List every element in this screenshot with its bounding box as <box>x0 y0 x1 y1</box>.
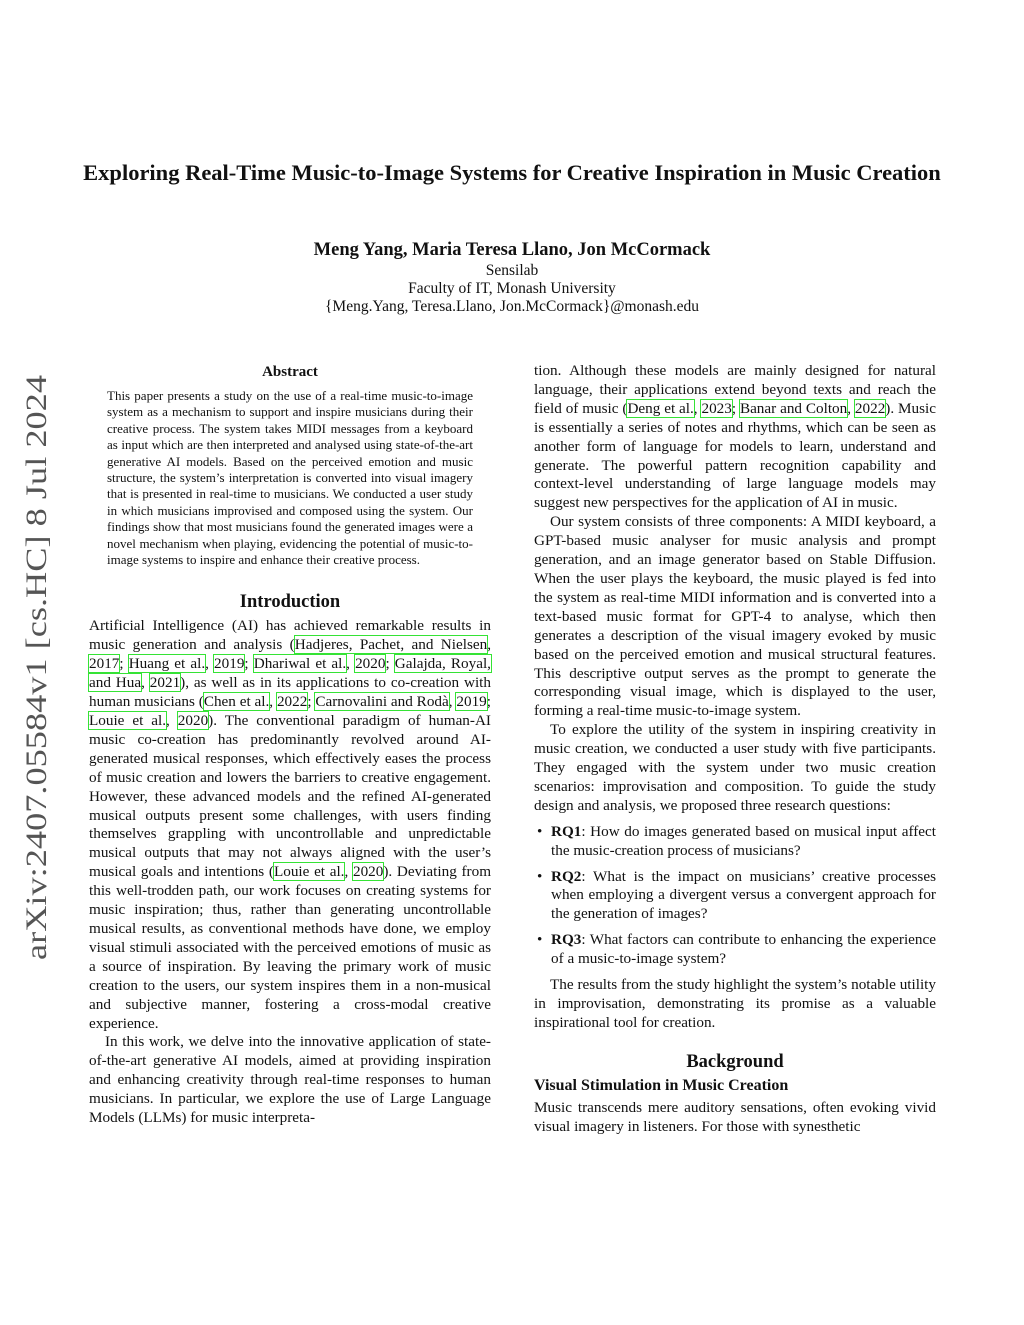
intro-text: , <box>693 399 702 417</box>
intro-paragraph-1 <box>89 617 491 1033</box>
citation-link[interactable]: 2019 <box>456 693 487 711</box>
citation-link[interactable]: 2023 <box>701 399 732 417</box>
paper-title: Exploring Real-Time Music-to-Image Systems for Creative Inspiration in Music Creation <box>83 160 941 185</box>
abstract-heading: Abstract <box>262 364 318 380</box>
author-names: Meng Yang, Maria Teresa Llano, Jon McCormack <box>313 240 711 260</box>
intro-paragraph-2-continued <box>534 362 936 513</box>
citation-link[interactable]: Louie et al. <box>89 712 167 729</box>
intro-paragraph-4: To explore the utility of the system in inspiring creativity in music creation, we conducted a user study with five participants. They engaged with the system under two music creation scenarios: improvisation and composition. To guide the study design and analysis, we proposed three research questions: <box>534 721 936 814</box>
research-question-3 <box>534 931 936 969</box>
intro-text: ; <box>486 693 491 711</box>
intro-text: , <box>346 655 356 673</box>
left-column <box>89 362 491 1128</box>
citation-link[interactable]: Chen et al. <box>203 693 270 711</box>
citation-link[interactable]: 2021 <box>149 674 181 692</box>
citation-link[interactable]: 2022 <box>854 399 886 417</box>
citation-link[interactable]: Hadjeres, Pachet, and Nielsen <box>294 636 488 654</box>
intro-text: ; <box>731 399 740 417</box>
arxiv-identifier-stamp <box>14 370 56 960</box>
intro-paragraph-5: The results from the study highlight the system’s notable utility in improvisation, demonstrating its promise as a valuable inspirational tool for creation. <box>534 976 936 1031</box>
citation-link[interactable]: 2020 <box>352 863 384 881</box>
author-lab: Sensilab <box>485 262 539 279</box>
citation-link[interactable]: Galajda, Royal, and Hua <box>89 655 491 692</box>
rq-text: : What factors can contribute to enhancing the experience of a music-to-image system? <box>551 931 936 968</box>
rq-label: RQ3 <box>551 931 582 949</box>
citation-link[interactable]: 2020 <box>177 712 209 729</box>
intro-paragraph-3: Our system consists of three components: A MIDI keyboard, a GPT-based music analyser for music analysis and prompt generation, and an image generator based on Stable Diffusion. When the user plays the keyboard, the music played is fed into the system as real-time MIDI information and is converted into a text-based music format for GPT-4 to analyse, which then generates a description of the visual imagery evoked by music based on the perceived emotion and musical structural features. This descriptive output serves as the prompt to generate the corresponding visual image, which is displayed to the user, forming a real-time music-to-image system. <box>534 513 936 720</box>
intro-text: tion. Although these models are mainly designed for natural language, their applications extend beyond texts and reach the field of music ( <box>534 362 936 417</box>
citation-link[interactable]: 2017 <box>89 655 120 673</box>
rq-label: RQ1 <box>551 822 582 840</box>
citation-link[interactable]: Banar and Colton <box>739 399 848 417</box>
citation-link[interactable]: Dhariwal et al. <box>253 655 347 673</box>
intro-text: , <box>269 693 277 711</box>
intro-text: ; <box>244 655 254 673</box>
right-column <box>534 362 936 1137</box>
author-block <box>60 238 964 316</box>
arxiv-stamp-text: arXiv:2407.05584v1 [cs.HC] 8 Jul 2024 <box>21 484 53 960</box>
citation-link[interactable]: Carnovalini and Rodà <box>315 693 449 711</box>
intro-text: ; <box>307 693 316 711</box>
intro-text: ). Music is essentially a series of notes and rhythms, which can be seen as another form of language for models to learn, understand and generate. The powerful pattern recognition capability and context-level understanding of large language models may suggest new perspectives for the application of AI in music. <box>534 399 936 512</box>
research-questions-list <box>534 823 936 969</box>
background-subheading: Visual Stimulation in Music Creation <box>534 1076 789 1094</box>
citation-link[interactable]: 2019 <box>214 655 245 673</box>
background-heading: Background <box>686 1051 784 1072</box>
intro-text: ; <box>119 655 129 673</box>
research-question-2 <box>534 868 936 925</box>
citation-link[interactable]: 2022 <box>276 693 308 711</box>
citation-link[interactable]: Huang et al. <box>128 655 206 673</box>
intro-text: , <box>487 636 491 654</box>
intro-text: , <box>847 399 855 417</box>
citation-link[interactable]: 2020 <box>355 655 386 673</box>
intro-paragraph-2: In this work, we delve into the innovative application of state-of-the-art generative AI models, aimed at providing inspiration and enhancing creativity through real-time responses to human musicians. In particular, we explore the use of Large Language Models (LLMs) for music interpreta- <box>89 1033 491 1127</box>
introduction-heading: Introduction <box>239 592 341 613</box>
rq-label: RQ2 <box>551 867 582 885</box>
intro-text: , <box>141 674 150 692</box>
bullet-icon: • <box>537 931 543 949</box>
abstract-text: This paper presents a study on the use of a real-time music-to-image system as a mechanism to support and inspire musicians during their creative process. The system takes MIDI messages from a keyboard as input which are then interpreted and analysed using state-of-the-art generative AI models. Based on the perceived emotion and music structure, the system’s interpretation is converted into visual imagery that is presented in real-time to musicians. We conducted a user study in which musicians improvised and composed using the system. Our findings show that most musicians found the generated images were a novel mechanism when playing, evidencing the potential of music-to-image systems to inspire and enhance their creative process. <box>107 388 473 568</box>
rq-text: : What is the impact on musicians’ creative processes when employing a divergent versus a convergent approach for the generation of images? <box>551 867 936 923</box>
intro-text: ). Deviating from this well-trodden path, our work focuses on creating systems for music inspiration; thus, rather than generating uncontrollable musical results, as conventional methods have done, we employ visual stimuli associated with the perceived emotions of music as a source of inspiration. By leaving the primary work of music creation to the users, our system inspires them in a non-musical and subjective manner, fostering a cross-modal creative experience. <box>89 863 492 1032</box>
intro-text: , <box>344 863 353 881</box>
background-paragraph-1: Music transcends mere auditory sensations, often evoking vivid visual imagery in listeners. For those with synesthetic <box>534 1098 936 1135</box>
citation-link[interactable]: Louie et al. <box>273 863 345 881</box>
research-question-1 <box>534 823 936 861</box>
intro-text: ). The conventional paradigm of human-AI music co-creation has predominantly revolved around AI-generated musical responses, which effectively eases the process of music creation and lowers the barriers to creative engagement. However, these advanced models and the refined AI-generated musical outputs present some challenges, with users finding themselves grappling with uncontrollable and unpredictable musical outputs that may not always aligned with the user’s musical goals and intentions ( <box>89 712 491 881</box>
intro-text: , <box>205 655 215 673</box>
intro-text: ), as well as in its applications to co-creation with human musicians ( <box>89 674 491 711</box>
intro-text: ; <box>385 655 395 673</box>
citation-link[interactable]: Deng et al. <box>627 399 694 417</box>
intro-text: , <box>166 712 178 729</box>
intro-text: Artificial Intelligence (AI) has achieved remarkable results in music generation and analysis ( <box>89 617 491 654</box>
author-email: {Meng.Yang, Teresa.Llano, Jon.McCormack}@monash.edu <box>324 298 700 315</box>
author-faculty: Faculty of IT, Monash University <box>408 280 616 297</box>
rq-text: : How do images generated based on musical input affect the music-creation process of musicians? <box>551 822 936 859</box>
bullet-icon: • <box>537 867 543 885</box>
bullet-icon: • <box>537 822 543 840</box>
intro-text: , <box>448 693 457 711</box>
